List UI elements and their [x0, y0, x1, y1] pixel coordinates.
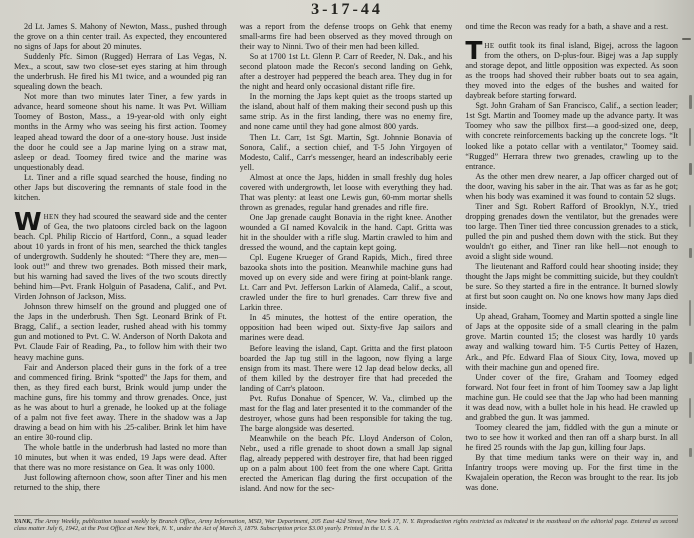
paragraph: Tiner and Sgt. Robert Rafford of Brooklyn, N.Y., tried dropping grenades down the ventilator, but the grenades were too large. Then Tiner tied three concussion grenades to a stick, pulled the pin and pushed them down with the stick. But they wouldn't go either, and Tiner ran like hell—not enough to avoid a slight side wound. [465, 201, 679, 262]
drop-cap: T [465, 36, 483, 66]
paragraph: In the morning the Japs kept quiet as the troops started up the island, about half of them making their second push up this same strip. As in the first landing, there was no enemy fire, and none came until they had gone almost 800 yards. [239, 92, 453, 132]
paragraph: Not more than two minutes later Tiner, a few yards in advance, heard someone shout his name. It was Pvt. William Toomey of Boston, Mass., a 19-year-old with only eight months in the Army who was seeing his first action. Toomey leaped ahead toward the door of a one-story house. Just inside the door he could see a Jap marine lying on a straw mat, asleep or dead. Toomey fired twice and the marine was unquestionably dead. [14, 92, 227, 172]
scan-mark [689, 300, 691, 326]
paragraph: Lt. Tiner and a rifle squad searched the house, finding no other Japs but discovering the remnants of stale food in the kitchen. [14, 172, 227, 202]
scan-mark [682, 38, 691, 40]
paragraph: Pvt. Rufus Donahue of Spencer, W. Va., climbed up the mast for the flag and later presented it to the commander of the destroyer, whose guns had been responsible for taking the tug. The barge alongside was deserted. [239, 393, 453, 433]
paragraph: Johnson threw himself on the ground and plugged one of the Japs in the underbrush. Then Sgt. Leonard Brink of Ft. Bragg, Calif., a section leader, rushed ahead with his tommy gun and motioned to Pvt. C. W. Anderson of North Dakota and Pvt. Claude Fair of Reading, Pa., to follow him with their two heavy machine guns. [14, 302, 227, 362]
paragraph: Up ahead, Graham, Toomey and Martin spotted a single line of Japs at the opposite side of a small clearing in the palm grove. Martin counted 15; the closest was hardly 10 yards away and walking toward him. T-5 Curtis Pettey of Hazen, Ark., and Pfc. Edward Flaa of Sioux City, Iowa, moved up with their machine gun and opened fire. [465, 312, 679, 372]
scan-mark [689, 352, 692, 364]
paragraph: So at 1700 1st Lt. Glenn P. Carr of Reeder, N. Dak., and his second platoon made the Recon's second landing on Gehk, after a destroyer had peppered the beach area. They dug in for the night and heard only occasional distant rifle fire. [239, 52, 453, 92]
paragraph: Almost at once the Japs, hidden in small freshly dug holes covered with undergrowth, let loose with everything they had. That was plenty: at least one Lewis gun, 60-mm mortar shells thrown as grenades, regular hand grenades and rifle fire. [239, 172, 453, 212]
paragraph: THE outfit took its final island, Bigej, across the lagoon from the others, on D-plus-four. Bigej was a Jap supply and storage depot, and little opposition was expected. As soon as the troops had shoved their rubber boats out to sea again, they moved into the edges of the bushes and waited for daybreak before starting forward. [465, 36, 679, 101]
paragraph: Then Lt. Carr, 1st Sgt. Martin, Sgt. Johnnie Bonavia of Sonora, Calif., a section chief, and T-5 John Yirgoyen of Modesto, Calif., Carr's messenger, heard an indescribably eerie yell. [239, 132, 453, 172]
page-footer [14, 515, 678, 533]
paragraph: Meanwhile on the beach Pfc. Lloyd Anderson of Colon, Nebr., used a rifle grenade to shoot down a small Jap signal flag, already peppered with destroyer fire, that had been rigged up on a palm about 100 feet from the one where Capt. Gritta erected the American flag during the first occupation of the island. And now for the sec- [239, 433, 453, 494]
scan-mark [689, 205, 691, 227]
paragraph: Just following afternoon chow, soon after Tiner and his men returned to the ship, there [14, 473, 227, 493]
paragraph: The lieutenant and Rafford could hear shooting inside; they thought the Japs might be committing suicide, but they couldn't be sure. So they started a fire in the entrance. It burned slowly at first but soon caught on. No one knows how many Japs died inside. [465, 262, 679, 312]
paragraph: As the other men drew nearer, a Jap officer charged out of the door, waving his saber in the air. That was as far as he got; when his body was examined it was found to contain 52 slugs. [465, 171, 679, 201]
paragraph: By that time medium tanks were on their way in, and Infantry troops were moving up. For the first time in the Kwajalein operation, the Recon was brought to the rear. Its job was done. [465, 452, 679, 493]
paragraph: Before leaving the island, Capt. Gritta and the first platoon boarded the Jap tug still in the lagoon, now flying a large ensign from its mast. There were 12 Jap dead below decks, all of them killed by the destroyer fire that had preceded the landing of Carr's platoon. [239, 343, 453, 393]
paragraph: Under cover of the fire, Graham and Toomey edged forward. Not four feet in front of him Toomey saw a Jap light machine gun. He could see that the Jap who had been manning it was dead now, with a bullet hole in his head. He crawled up and grabbed the gun. It was jammed. [465, 372, 679, 422]
paragraph: Toomey cleared the jam, fiddled with the gun a minute or two to see how it worked and then ran off a sharp burst. In all he fired 25 rounds with the Jap gun, killing four Japs. [465, 422, 679, 452]
lead-small-caps: HEN [43, 212, 60, 221]
footer-publication-name: YANK, [14, 517, 33, 525]
scan-mark [689, 448, 692, 457]
scan-mark [689, 248, 692, 258]
paragraph: One Jap grenade caught Bonavia in the right knee. Another wounded a GI named Kovalcik in the hand. Capt. Gritta was hit in the shoulder with a rifle slug. Martin crawled to him and dressed the wound, and the captain kept going. [239, 212, 453, 253]
paragraph: Fair and Anderson placed their guns in the fork of a tree and commenced firing. Brink “spotted” the Japs for them, and then, as they fired each burst, Brink would jump under the machine guns, fire his tommy and throw grenades. Once, just as he was about to hurl a grenade, he looked up at the foliage of a palm not five feet away. There in the shadow was a Jap drawing a bead on him with his .25-caliber. Brink let him have an entire 30-round clip. [14, 362, 227, 442]
scan-mark [689, 128, 691, 146]
text-column-1 [14, 22, 227, 504]
paragraph: ond time the Recon was ready for a bath, a shave and a rest. [465, 22, 669, 31]
scan-mark [689, 398, 691, 418]
paragraph: WHEN they had scoured the seaward side and the center of Gea, the two platoons circled back on the lagoon beach. Cpl. Philip Riccio of Hartford, Conn., a squad leader about 10 yards in front of his men, searched the thick tangles of undergrowth. Suddenly he shouted: “There they are, men—look out!” and threw two grenades. Both missed their mark, but his warning had saved the lives of the two scouts directly behind him—Pvt. Frank Holguin of Pasadena, Calif., and Pvt. Virden Johnson of Jackson, Miss. [14, 206, 227, 302]
paragraph: Cpl. Eugene Krueger of Grand Rapids, Mich., fired three bazooka shots into the position. Meanwhile machine guns had moved up on every side and were firing at point-blank range. Lt. Carr and Pvt. Jefferson Larkin of Alameda, Calif., a scout, crawled under the fire to hurl grenades. Carr threw five and Larkin three. [239, 253, 453, 313]
paragraph: The whole battle in the underbrush had lasted no more than 10 minutes, but when it was ended, 19 Japs were dead. After that there was no more resistance on Gea. It was only 1000. [14, 442, 227, 473]
paragraph: 2d Lt. James S. Mahony of Newton, Mass., pushed through the grove on a thin center trail. As expected, they encountered no signs of Japs for about 20 minutes. [14, 22, 227, 52]
paragraph: In 45 minutes, the hottest of the entire operation, the opposition had been wiped out. Sixty-five Jap sailors and marines were dead. [239, 313, 453, 343]
text-column-3 [465, 22, 678, 504]
paragraph: Suddenly Pfc. Simon (Rugged) Herrara of Las Vegas, N. Mex., a scout, saw two close-set eyes staring at him through the underbrush. He fired his M1 twice, and a wounded pig ran squealing down the beach. [14, 52, 227, 92]
text-columns [14, 22, 678, 504]
paragraph: was a report from the defense troops on Gehk that enemy small-arms fire had been observed as they moved through on their way to Ninni. Two of their men had been killed. [239, 22, 453, 52]
text-column-2 [240, 22, 453, 504]
drop-cap: W [14, 206, 42, 236]
footer-imprint-text: The Army Weekly, publication issued weekly by Branch Office, Army Information, MSD, War Department, 205 East 42d Street, New York 17, N. Y. Reproduction rights restricted as indicated in the masthead on the editorial page. Entered as second class matter July 6, 1942, at the Post Office at New York, N. Y., under the Act of March 3, 1879. Subscription price $3.00 yearly. Printed in the U. S. A. [14, 517, 678, 533]
page-date: 3-17-44 [311, 1, 383, 18]
scan-mark [689, 95, 692, 109]
lead-small-caps: HE [484, 42, 495, 51]
scan-mark [689, 163, 692, 175]
paragraph: Sgt. John Graham of San Francisco, Calif., a section leader; 1st Sgt. Martin and Toomey made up the advance party. It was Toomey who saw the pillbox first—a good-sized one, deep, with concrete reinforcements backing up the concrete logs. “It looked like a potato cellar with a ventilator,” Toomey said. “Rugged” Herrara threw two grenades, crawling up to the entrance. [465, 101, 679, 171]
